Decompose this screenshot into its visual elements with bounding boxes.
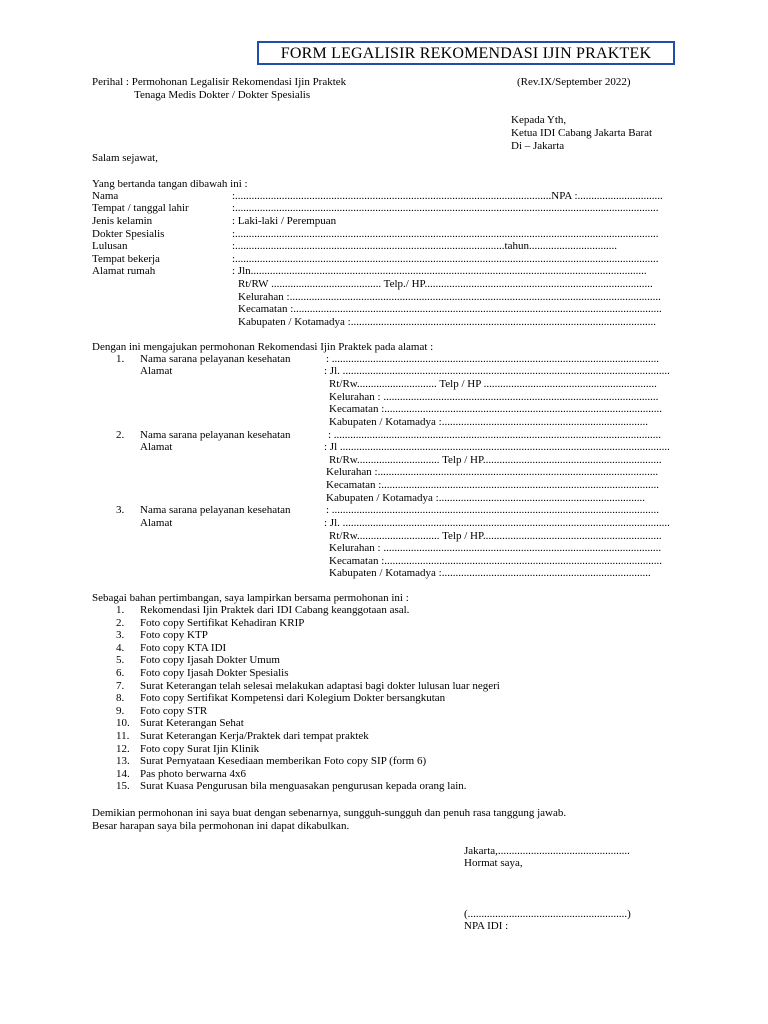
attachment-number: 10.	[116, 717, 130, 729]
signature-npa-label: NPA IDI :	[464, 920, 509, 932]
intro-text: Yang bertanda tangan dibawah ini :	[92, 178, 248, 190]
practice-kecamatan-field[interactable]: Kecamatan :.....................................................................................................	[326, 479, 660, 491]
attachment-item: Foto copy KTA IDI	[140, 642, 227, 654]
attachments-intro: Sebagai bahan pertimbangan, saya lampirkan bersama permohonan ini :	[92, 592, 409, 604]
practice-name-field[interactable]: : .......................................................................................................................	[328, 429, 662, 441]
attachment-number: 9.	[116, 705, 125, 717]
attachment-item: Foto copy KTP	[140, 629, 208, 641]
practice-kelurahan-field[interactable]: Kelurahan :......................................................................................................	[326, 466, 659, 478]
practice-address-label: Alamat	[140, 365, 173, 377]
home-kabupaten[interactable]: Kabupaten / Kotamadya :...............................................................................................................	[238, 316, 656, 328]
attachment-number: 12.	[116, 743, 130, 755]
attachment-number: 8.	[116, 692, 125, 704]
practice-kecamatan-field[interactable]: Kecamatan :.....................................................................................................	[329, 403, 663, 415]
attachment-item: Foto copy Ijasah Dokter Spesialis	[140, 667, 289, 679]
practice-number: 2.	[116, 429, 125, 441]
attachment-number: 5.	[116, 654, 125, 666]
home-kecamatan[interactable]: Kecamatan :......................................................................................................................................	[238, 303, 662, 315]
practice-name-label: Nama sarana pelayanan kesehatan	[140, 353, 291, 365]
attachment-number: 4.	[116, 642, 125, 654]
attachment-item: Foto copy Sertifikat Kehadiran KRIP	[140, 617, 305, 629]
field-label-gender: Jenis kelamin	[92, 215, 153, 227]
practice-kelurahan-field[interactable]: Kelurahan : .....................................................................................................	[329, 542, 662, 554]
practice-kelurahan-field[interactable]: Kelurahan : ....................................................................................................	[329, 391, 659, 403]
signature-place-date[interactable]: Jakarta,................................................	[464, 845, 630, 857]
attachment-number: 2.	[116, 617, 125, 629]
closing-line-1: Demikian permohonan ini saya buat dengan sebenarnya, sungguh-sungguh dan penuh rasa tanggung jawab.	[92, 807, 567, 819]
practice-number: 1.	[116, 353, 125, 365]
field-value-graduate[interactable]: :..................................................................................................tahun................................	[232, 240, 617, 252]
attachment-number: 14.	[116, 768, 130, 780]
practice-intro: Dengan ini mengajukan permohonan Rekomendasi Ijin Praktek pada alamat :	[92, 341, 434, 353]
attachment-item: Pas photo berwarna 4x6	[140, 768, 247, 780]
practice-name-label: Nama sarana pelayanan kesehatan	[140, 429, 291, 441]
attachment-number: 3.	[116, 629, 125, 641]
practice-address-label: Alamat	[140, 517, 173, 529]
attachment-item: Surat Keterangan telah selesai melakukan adaptasi bagi dokter lulusan luar negeri	[140, 680, 500, 692]
attachment-number: 13.	[116, 755, 130, 767]
attachment-number: 6.	[116, 667, 125, 679]
practice-kabupaten-field[interactable]: Kabupaten / Kotamadya :...........................................................................	[326, 492, 645, 504]
practice-street-field[interactable]: : Jl. .......................................................................................................................	[324, 517, 670, 529]
field-value-workplace[interactable]: :..........................................................................................................................................................	[232, 253, 659, 265]
field-label-graduate: Lulusan	[92, 240, 128, 252]
practice-rt-phone-field[interactable]: Rt/Rw............................. Telp / HP ...............................................................	[329, 378, 657, 390]
attachment-number: 15.	[116, 780, 130, 792]
practice-street-field[interactable]: : Jl ........................................................................................................................	[324, 441, 670, 453]
field-value-nama[interactable]: :...................................................................................................................NPA :...............................	[232, 190, 663, 202]
attachment-item: Surat Keterangan Kerja/Praktek dari tempat praktek	[140, 730, 369, 742]
field-value-birth[interactable]: :..........................................................................................................................................................	[232, 202, 659, 214]
practice-number: 3.	[116, 504, 125, 516]
field-label-address: Alamat rumah	[92, 265, 156, 277]
practice-kabupaten-field[interactable]: Kabupaten / Kotamadya :...........................................................................	[329, 416, 648, 428]
signature-regards: Hormat saya,	[464, 857, 523, 869]
practice-name-field[interactable]: : .......................................................................................................................	[326, 504, 660, 516]
field-label-specialist: Dokter Spesialis	[92, 228, 165, 240]
attachment-number: 7.	[116, 680, 125, 692]
practice-street-field[interactable]: : Jl. .......................................................................................................................	[324, 365, 670, 377]
attachment-item: Surat Pernyataan Kesediaan memberikan Foto copy SIP (form 6)	[140, 755, 427, 767]
closing-line-2: Besar harapan saya bila permohonan ini dapat dikabulkan.	[92, 820, 350, 832]
attachment-item: Surat Keterangan Sehat	[140, 717, 244, 729]
perihal-line-2: Tenaga Medis Dokter / Dokter Spesialis	[134, 89, 311, 101]
attachment-number: 11.	[116, 730, 130, 742]
attachment-item: Rekomendasi Ijin Praktek dari IDI Cabang keanggotaan asal.	[140, 604, 410, 616]
home-rt-rw-phone[interactable]: Rt/RW ........................................ Telp./ HP...................................................................................	[238, 278, 653, 290]
attachment-item: Foto copy Surat Ijin Klinik	[140, 743, 260, 755]
form-title-box	[257, 41, 675, 65]
attachment-item: Surat Kuasa Pengurusan bila menguasakan pengurusan kepada orang lain.	[140, 780, 467, 792]
signature-name-field[interactable]: (..........................................................)	[464, 908, 631, 920]
practice-address-label: Alamat	[140, 441, 173, 453]
practice-kecamatan-field[interactable]: Kecamatan :.....................................................................................................	[329, 555, 663, 567]
field-label-workplace: Tempat bekerja	[92, 253, 160, 265]
field-label-birth: Tempat / tanggal lahir	[92, 202, 189, 214]
perihal-line-1: Perihal : Permohonan Legalisir Rekomendasi Ijin Praktek	[92, 76, 347, 88]
practice-kabupaten-field[interactable]: Kabupaten / Kotamadya :............................................................................	[329, 567, 651, 579]
practice-rt-phone-field[interactable]: Rt/Rw.............................. Telp / HP.................................................................	[329, 454, 662, 466]
practice-name-field[interactable]: : .......................................................................................................................	[326, 353, 660, 365]
attachment-item: Foto copy STR	[140, 705, 208, 717]
form-title: FORM LEGALISIR REKOMENDASI IJIN PRAKTEK	[280, 45, 652, 62]
recipient-line: Ketua IDI Cabang Jakarta Barat	[511, 127, 653, 139]
revision-label: (Rev.IX/September 2022)	[517, 76, 631, 88]
practice-rt-phone-field[interactable]: Rt/Rw.............................. Telp / HP.................................................................	[329, 530, 662, 542]
practice-name-label: Nama sarana pelayanan kesehatan	[140, 504, 291, 516]
home-kelurahan[interactable]: Kelurahan :.......................................................................................................................................	[238, 291, 661, 303]
recipient-line: Kepada Yth,	[511, 114, 567, 126]
recipient-line: Di – Jakarta	[511, 140, 565, 152]
field-value-address[interactable]: : Jln................................................................................................................................................	[232, 265, 647, 277]
field-value-gender[interactable]: : Laki-laki / Perempuan	[232, 215, 337, 227]
field-label-nama: Nama	[92, 190, 119, 202]
greeting: Salam sejawat,	[92, 152, 158, 164]
field-value-specialist[interactable]: :..........................................................................................................................................................	[232, 228, 659, 240]
attachment-number: 1.	[116, 604, 125, 616]
attachment-item: Foto copy Ijasah Dokter Umum	[140, 654, 280, 666]
attachment-item: Foto copy Sertifikat Kompetensi dari Kolegium Dokter bersangkutan	[140, 692, 446, 704]
